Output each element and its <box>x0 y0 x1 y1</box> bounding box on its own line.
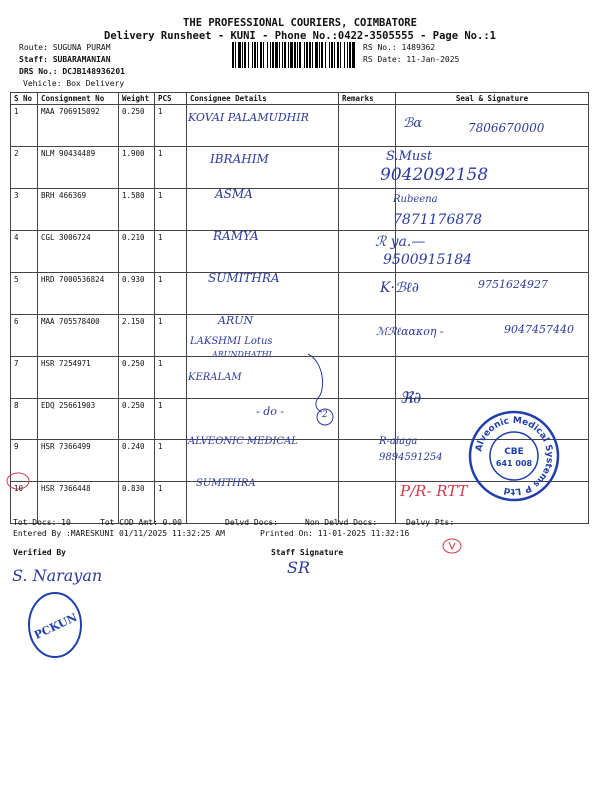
entered-by: Entered By :MARESKUNI 01/11/2025 11:32:25 AM <box>13 529 225 538</box>
r3-signature-1: Rubeena <box>393 194 438 205</box>
company-seal-stamp <box>468 410 560 502</box>
cell-consignee-details <box>187 189 339 231</box>
barcode-bar <box>235 42 236 68</box>
drs-number: DRS No.: DCJB148936201 <box>19 67 125 76</box>
total-docs: Tot Docs: 10 <box>13 518 71 527</box>
barcode-bar <box>242 42 243 68</box>
r6-consignee-hand-2: LAKSHMI Lotus <box>190 336 273 347</box>
barcode-bar <box>352 42 355 68</box>
barcode-bar <box>347 42 348 68</box>
staff-signature-hand: SR <box>287 558 311 577</box>
route-label: Route: SUGUNA PURAM <box>19 43 111 52</box>
barcode-bar <box>349 42 351 68</box>
table-row <box>11 315 589 357</box>
rs-date: RS Date: 11-Jan-2025 <box>363 55 460 64</box>
cell-pcs: 1 <box>155 482 187 524</box>
cell-weight: 1.580 <box>119 189 155 231</box>
cell-consignment-no: BRH 466369 <box>38 189 119 231</box>
barcode <box>232 42 356 68</box>
cell-weight: 1.900 <box>119 147 155 189</box>
table-row <box>11 189 589 231</box>
cell-sno: 7 <box>11 357 38 399</box>
r2-signature-1: S.Must <box>386 149 433 164</box>
cell-weight: 0.830 <box>119 482 155 524</box>
cell-consignment-no: CGL 3006724 <box>38 231 119 273</box>
cell-consignment-no: HSR 7366448 <box>38 482 119 524</box>
r6-consignee-hand-1: ARUN <box>218 314 254 327</box>
col-seal-header: Seal & Signature <box>396 93 589 105</box>
barcode-bar <box>254 42 256 68</box>
barcode-bar <box>315 42 318 68</box>
barcode-bar <box>319 42 320 68</box>
svg-text:CBE: CBE <box>504 447 524 457</box>
r10-consignee-hand: SUMITHRA <box>196 478 256 489</box>
r6-signature-mark: ℳℛℓαακοη - <box>376 325 444 338</box>
non-delivered-docs: Non Delvd Docs: <box>305 518 378 527</box>
vehicle-label: Vehicle: Box Delivery <box>23 79 125 88</box>
svg-text:Alveonic Medical Systems P Ltd: Alveonic Medical Systems P Ltd <box>474 415 555 497</box>
red-check-mark <box>440 536 464 556</box>
delivery-points: Delvy Pts: <box>406 518 455 527</box>
barcode-bar <box>282 42 283 68</box>
cell-sno: 5 <box>11 273 38 315</box>
cell-remarks <box>339 357 396 399</box>
col-pcs-header: PCS <box>155 93 187 105</box>
cell-sno: 2 <box>11 147 38 189</box>
barcode-bar <box>329 42 330 68</box>
cell-weight: 0.250 <box>119 399 155 440</box>
cell-consignment-no: HSR 7254971 <box>38 357 119 399</box>
barcode-bar <box>309 42 311 68</box>
r6-signature-phone: 9047457440 <box>504 323 574 336</box>
ditto-bracket-mark <box>300 352 340 428</box>
cell-pcs: 1 <box>155 105 187 147</box>
cell-pcs: 1 <box>155 440 187 482</box>
col-sno-header: S No <box>11 93 38 105</box>
barcode-bar <box>284 42 286 68</box>
barcode-bar <box>252 42 253 68</box>
cell-weight: 0.930 <box>119 273 155 315</box>
barcode-bar <box>344 42 345 68</box>
r1-signature-mark: ℬα <box>403 116 422 131</box>
barcode-bar <box>267 42 268 68</box>
r3-consignee-hand: ASMA <box>215 187 253 201</box>
r7-consignee-hand-2: KERALAM <box>188 372 242 383</box>
barcode-bar <box>325 42 326 68</box>
r9-signature-2: 9894591254 <box>379 452 443 463</box>
rs-number: RS No.: 1489362 <box>363 43 436 52</box>
cell-remarks <box>339 399 396 440</box>
cell-pcs: 1 <box>155 357 187 399</box>
cell-sno: 8 <box>11 399 38 440</box>
cell-pcs: 1 <box>155 273 187 315</box>
barcode-bar <box>294 42 296 68</box>
cell-sno: 3 <box>11 189 38 231</box>
cell-weight: 2.150 <box>119 315 155 357</box>
col-consignee-header: Consignee Details <box>187 93 339 105</box>
cell-remarks <box>339 105 396 147</box>
r3-signature-2: 7871176878 <box>393 212 483 228</box>
r4-signature-mark: ℛ ya.— <box>375 234 426 250</box>
verified-by-label: Verified By <box>13 548 66 557</box>
col-weight-header: Weight <box>119 93 155 105</box>
barcode-bar <box>290 42 293 68</box>
cell-pcs: 1 <box>155 147 187 189</box>
r8-circled-number: 2 <box>322 410 328 420</box>
barcode-bar <box>263 42 264 68</box>
verified-by-signature: S. Narayan <box>12 566 103 585</box>
table-row <box>11 231 589 273</box>
total-cod: Tot COD Amt: 0.00 <box>100 518 182 527</box>
svg-text:PCKUN: PCKUN <box>32 610 80 642</box>
barcode-bar <box>321 42 323 68</box>
barcode-bar <box>337 42 339 68</box>
barcode-bar <box>334 42 335 68</box>
cell-consignment-no: EDQ 25661903 <box>38 399 119 440</box>
cell-sno: 9 <box>11 440 38 482</box>
r7-consignee-hand-1: ARUNDHATHI <box>212 350 272 359</box>
delivered-docs: Delvd Docs: <box>225 518 278 527</box>
cell-pcs: 1 <box>155 399 187 440</box>
barcode-bar <box>331 42 333 68</box>
barcode-bar <box>306 42 308 68</box>
cell-sno: 6 <box>11 315 38 357</box>
r1-consignee-hand: KOVAI PALAMUDHIR <box>188 111 309 124</box>
staff-signature-label: Staff Signature <box>271 548 344 557</box>
barcode-bar <box>288 42 289 68</box>
barcode-bar <box>257 42 258 68</box>
barcode-bar <box>260 42 262 68</box>
runsheet-title: Delivery Runsheet - KUNI - Phone No.:0422-3505555 - Page No.:1 <box>104 30 496 42</box>
r8-signature-mark: ℜ∂ <box>400 388 422 407</box>
barcode-bar <box>304 42 305 68</box>
cell-consignment-no: HRD 7000536824 <box>38 273 119 315</box>
cell-pcs: 1 <box>155 315 187 357</box>
pckun-office-stamp <box>26 590 84 660</box>
cell-pcs: 1 <box>155 189 187 231</box>
r2-consignee-hand: IBRAHIM <box>210 152 269 166</box>
cell-consignment-no: NLM 90434489 <box>38 147 119 189</box>
cell-weight: 0.250 <box>119 105 155 147</box>
table-header-row <box>11 93 589 105</box>
cell-seal-signature <box>396 357 589 399</box>
cell-consignee-details <box>187 231 339 273</box>
r5-consignee-hand: SUMITHRA <box>208 271 280 285</box>
barcode-bar <box>299 42 301 68</box>
cell-weight: 0.240 <box>119 440 155 482</box>
cell-pcs: 1 <box>155 231 187 273</box>
barcode-bar <box>340 42 341 68</box>
r4-consignee-hand: RAMYA <box>213 229 259 243</box>
col-remarks-header: Remarks <box>339 93 396 105</box>
r9-signature-1: R-alaga <box>379 436 418 447</box>
r4-signature-phone: 9500915184 <box>383 252 473 268</box>
table-row <box>11 147 589 189</box>
barcode-bar <box>248 42 249 68</box>
barcode-bar <box>238 42 241 68</box>
barcode-bar <box>279 42 280 68</box>
printed-on: Printed On: 11-01-2025 11:32:16 <box>260 529 410 538</box>
col-consignment-header: Consignment No <box>38 93 119 105</box>
barcode-bar <box>272 42 274 68</box>
r8-consignee-ditto: - do - <box>256 405 285 418</box>
barcode-bar <box>232 42 234 68</box>
barcode-bar <box>275 42 278 68</box>
barcode-bar <box>312 42 313 68</box>
cell-consignment-no: HSR 7366499 <box>38 440 119 482</box>
r5-signature-mark: K·ℬℓ∂ <box>380 280 419 296</box>
staff-label: Staff: SUBARAMANIAN <box>19 55 111 64</box>
cell-weight: 0.210 <box>119 231 155 273</box>
r1-signature-phone: 7806670000 <box>468 121 545 135</box>
r9-consignee-hand: ALVEONIC MEDICAL <box>188 436 298 447</box>
cell-sno: 1 <box>11 105 38 147</box>
cell-sno: 4 <box>11 231 38 273</box>
cell-weight: 0.250 <box>119 357 155 399</box>
cell-sno: 10 <box>11 482 38 524</box>
svg-text:641 008: 641 008 <box>495 459 533 468</box>
row10-circle-mark <box>5 471 31 491</box>
cell-consignment-no: MAA 705578400 <box>38 315 119 357</box>
company-title: THE PROFESSIONAL COURIERS, COIMBATORE <box>183 17 417 29</box>
barcode-bar <box>270 42 271 68</box>
cell-consignment-no: MAA 706915092 <box>38 105 119 147</box>
r10-remark-rtt: P/R- RTT <box>400 482 468 500</box>
r2-signature-2: 9042092158 <box>380 165 489 185</box>
barcode-bar <box>297 42 298 68</box>
barcode-bar <box>244 42 246 68</box>
r5-signature-phone: 9751624927 <box>478 278 548 291</box>
cell-remarks <box>339 189 396 231</box>
